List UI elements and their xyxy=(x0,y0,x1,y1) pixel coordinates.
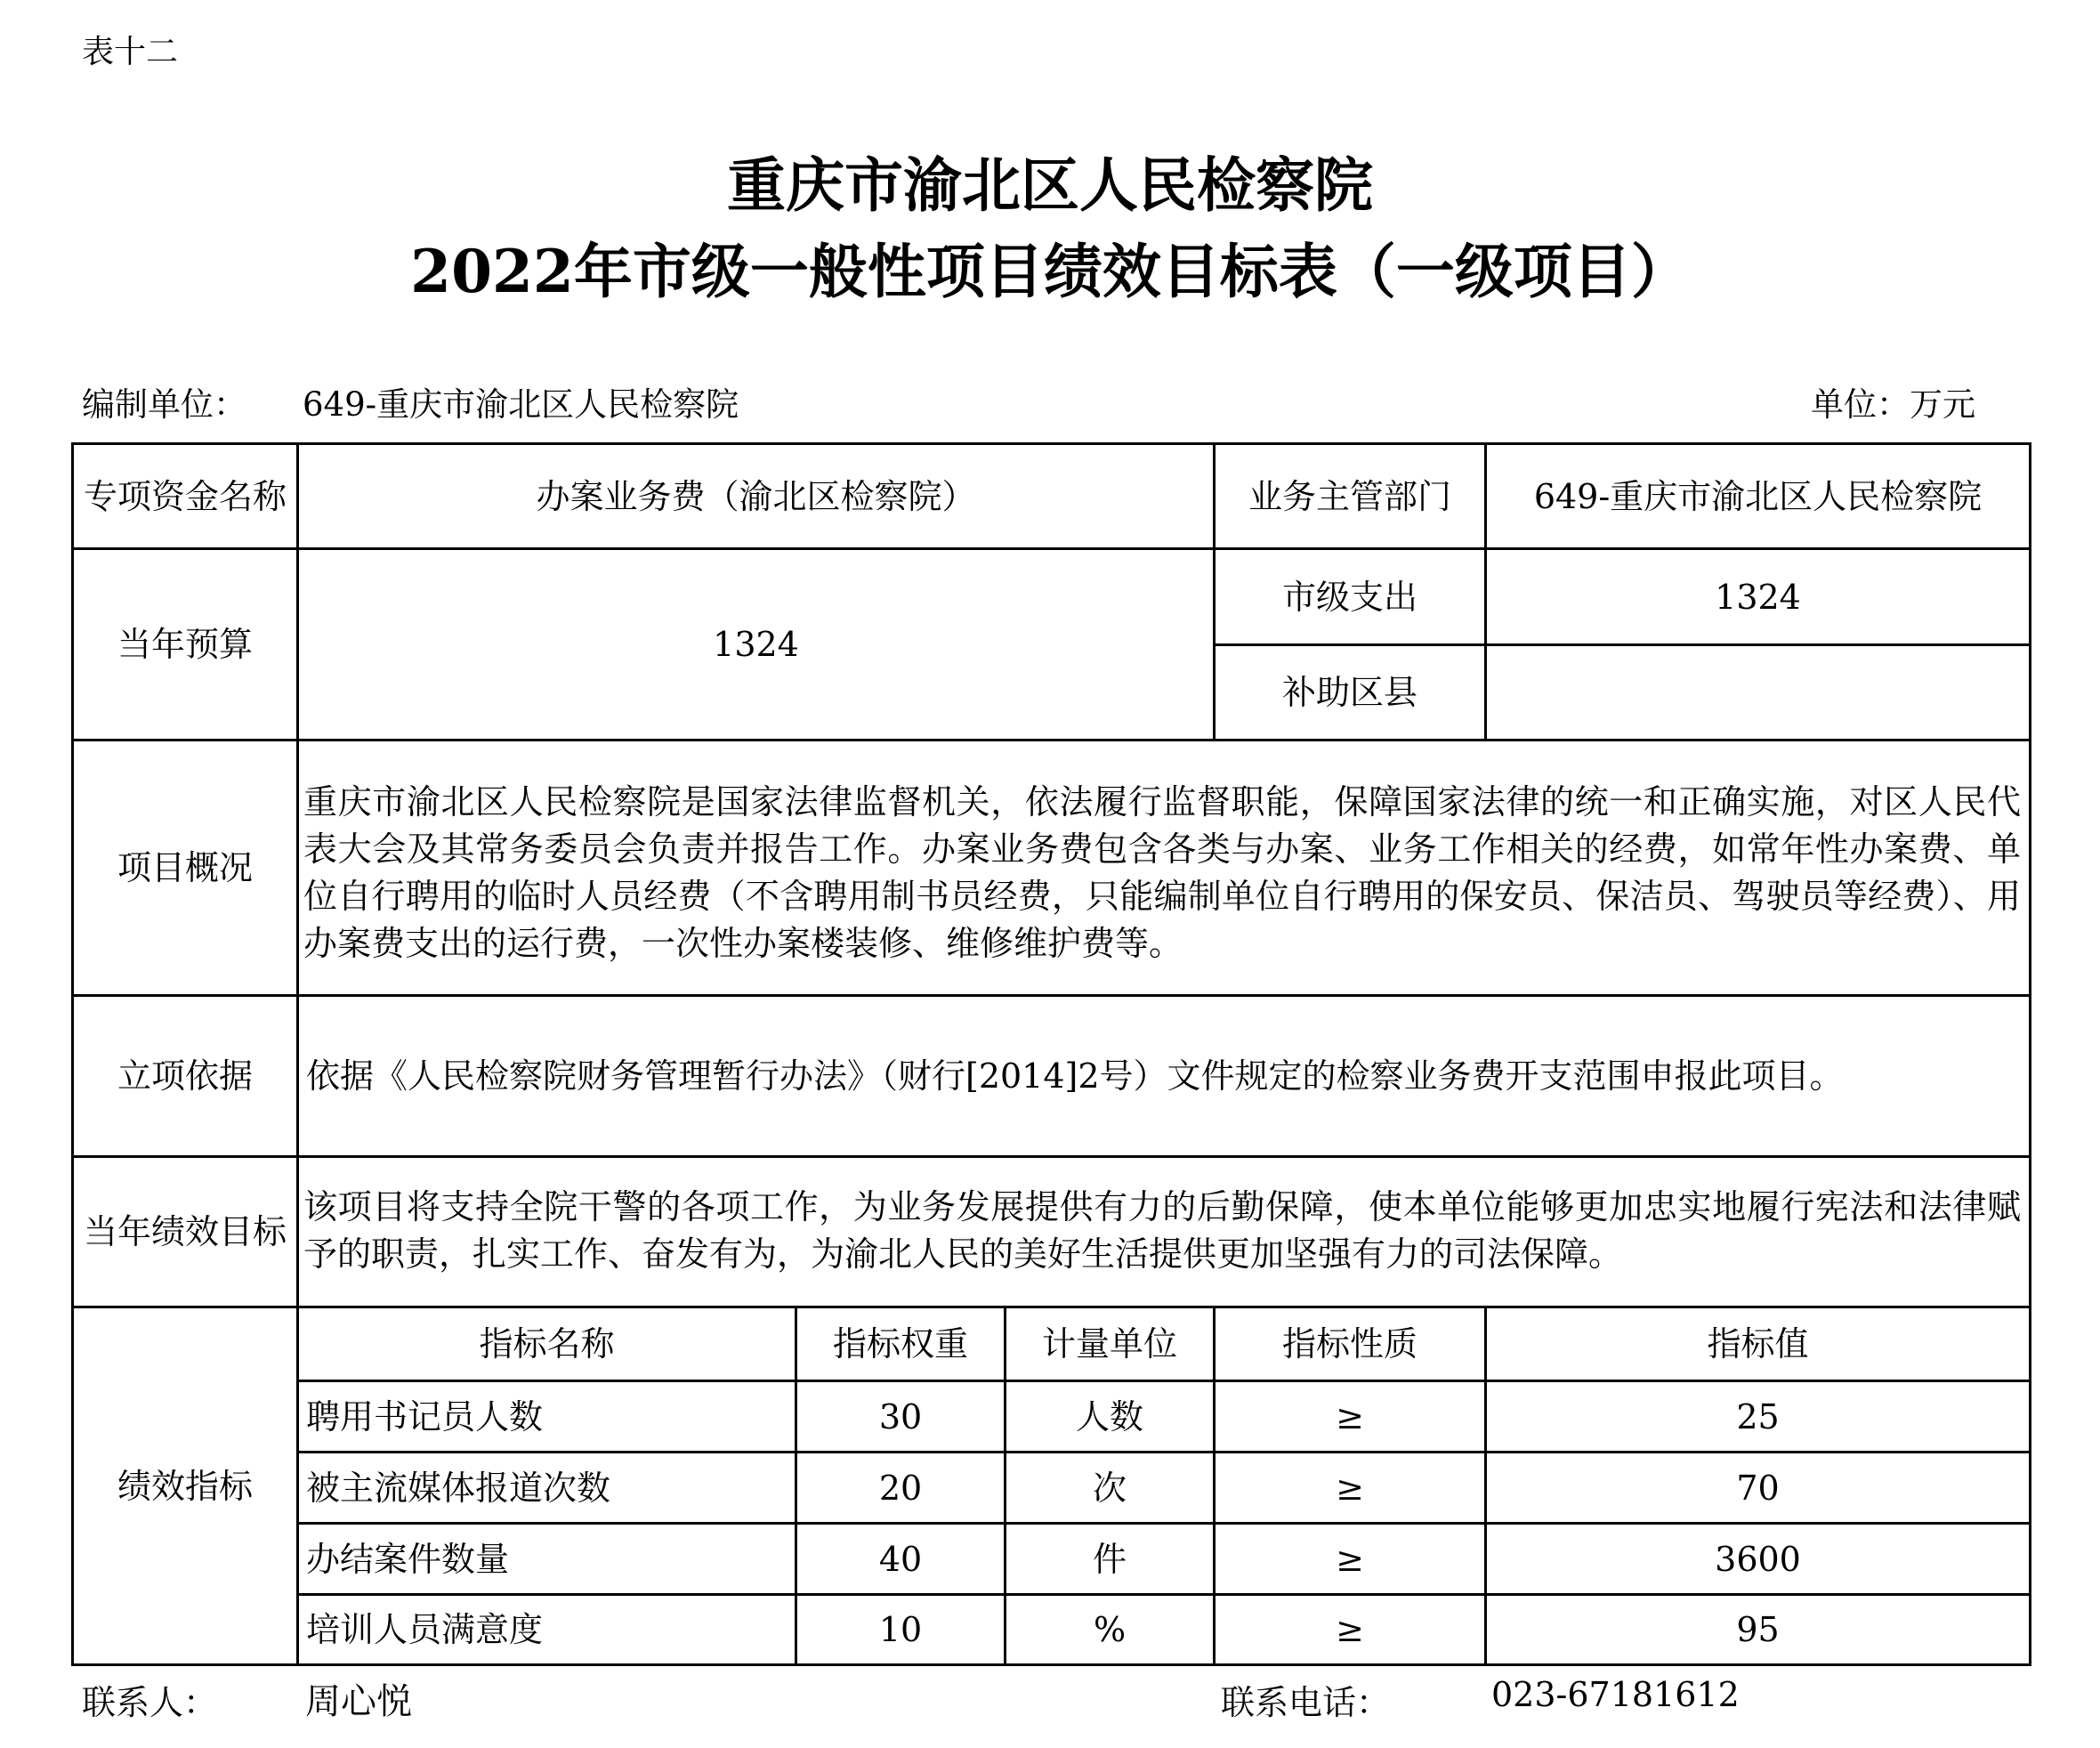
city-expense-label: 市级支出 xyxy=(1281,577,1418,617)
budget-value: 1324 xyxy=(713,625,799,664)
header-indicator-name: 指标名称 xyxy=(479,1324,615,1364)
indicator-name: 办结案件数量 xyxy=(306,1539,510,1579)
indicator-unit: % xyxy=(1093,1610,1127,1649)
basis-text: 依据《人民检察院财务管理暂行办法》（财行[2014]2号）文件规定的检察业务费开支范围申报此项目。 xyxy=(306,1056,1844,1096)
page-subtitle: 2022年市级一般性项目绩效目标表（一级项目） xyxy=(410,237,1690,306)
indicator-unit: 人数 xyxy=(1075,1396,1143,1436)
subsidy-label: 补助区县 xyxy=(1281,673,1418,712)
indicator-unit: 件 xyxy=(1092,1539,1127,1579)
indicator-weight: 20 xyxy=(878,1468,923,1508)
table-number: 表十二 xyxy=(82,34,179,70)
indicator-nature: ≥ xyxy=(1336,1539,1364,1579)
table-line xyxy=(71,739,2031,741)
subsidy-value xyxy=(1487,646,2029,739)
table-line xyxy=(71,1155,2031,1158)
dept-value: 649-重庆市渝北区人民检察院 xyxy=(1533,476,1983,516)
basis-label: 立项依据 xyxy=(117,1056,253,1096)
phone-label: 联系电话： xyxy=(1221,1683,1391,1722)
city-expense-value: 1324 xyxy=(1715,577,1801,617)
overview-label: 项目概况 xyxy=(117,848,253,887)
indicator-nature: ≥ xyxy=(1336,1396,1364,1436)
indicators-label: 绩效指标 xyxy=(117,1466,253,1506)
prep-unit-label: 编制单位： xyxy=(82,385,246,424)
indicator-value: 3600 xyxy=(1715,1539,1801,1579)
indicator-name: 被主流媒体报道次数 xyxy=(306,1468,611,1508)
indicator-nature: ≥ xyxy=(1336,1468,1364,1508)
indicator-nature: ≥ xyxy=(1336,1610,1364,1649)
table-line xyxy=(2029,442,2031,1666)
header-measure-unit: 计量单位 xyxy=(1041,1324,1177,1364)
dept-label: 业务主管部门 xyxy=(1248,476,1451,516)
indicator-unit: 次 xyxy=(1092,1468,1127,1508)
table-line xyxy=(71,1663,2031,1666)
prep-unit-value: 649-重庆市渝北区人民检察院 xyxy=(303,385,739,424)
overview-text: 重庆市渝北区人民检察院是国家法律监督机关，依法履行监督职能，保障国家法律的统一和正确实施，对区人民代表大会及其常务委员会负责并报告工作。办案业务费包含各类与办案、业务工作相关的经费，如常年性办案费、单位自行聘用的临时人员经费（不含聘用制书员经费，只能编制单位自行聘用的保安员、保洁员、驾驶员等经费）、用办案费支出的运行费，一次性办案楼装修、维修维护费等。 xyxy=(303,782,2021,963)
goal-label: 当年绩效目标 xyxy=(83,1212,287,1251)
goal-text: 该项目将支持全院干警的各项工作，为业务发展提供有力的后勤保障，使本单位能够更加忠实地履行宪法和法律赋予的职责，扎实工作、奋发有为，为渝北人民的美好生活提供更加坚强有力的司法保障。 xyxy=(303,1187,2021,1274)
indicator-name: 培训人员满意度 xyxy=(306,1610,544,1649)
header-indicator-value: 指标值 xyxy=(1707,1324,1809,1364)
phone-value: 023-67181612 xyxy=(1491,1675,1740,1714)
contact-label: 联系人： xyxy=(82,1683,218,1722)
indicator-weight: 30 xyxy=(878,1396,923,1436)
page-title: 重庆市渝北区人民检察院 xyxy=(727,150,1373,220)
currency-unit: 单位：万元 xyxy=(1811,385,1975,424)
fund-name-label: 专项资金名称 xyxy=(83,476,287,516)
indicator-name: 聘用书记员人数 xyxy=(306,1396,544,1436)
indicator-value: 70 xyxy=(1736,1468,1780,1508)
indicator-weight: 10 xyxy=(878,1610,923,1649)
header-indicator-weight: 指标权重 xyxy=(832,1324,968,1364)
indicator-weight: 40 xyxy=(878,1539,923,1579)
contact-value: 周心悦 xyxy=(305,1681,412,1722)
indicator-value: 25 xyxy=(1736,1396,1780,1436)
fund-name-value: 办案业务费（渝北区检察院） xyxy=(536,476,976,516)
header-indicator-nature: 指标性质 xyxy=(1281,1324,1418,1364)
budget-label: 当年预算 xyxy=(117,625,253,664)
indicator-value: 95 xyxy=(1736,1610,1780,1649)
